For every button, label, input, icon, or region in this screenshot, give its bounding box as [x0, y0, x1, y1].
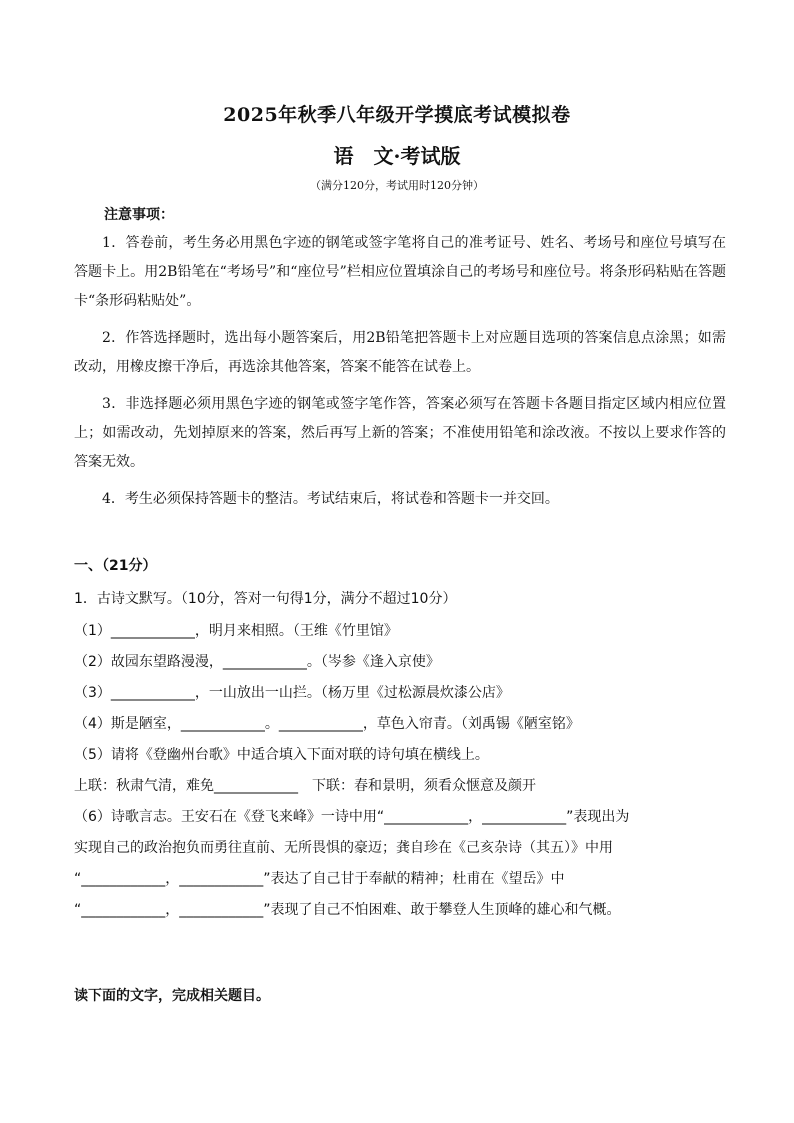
question-line: “____________，____________”表现了自己不怕困难、敢于攀登人生顶峰的雄心和气概。: [74, 902, 621, 918]
page-title: 2025年秋季八年级开学摸底考试模拟卷: [223, 104, 571, 126]
question-line: （1）____________，明月来相照。（王维《竹里馆》: [74, 623, 398, 639]
section-heading: 一、（21分）: [74, 558, 157, 574]
question-line: 实现自己的政治抱负而勇往直前、无所畏惧的豪迈；龚自珍在《己亥杂诗（其五）》中用: [74, 840, 613, 856]
question-line: （6）诗歌言志。王安石在《登飞来峰》一诗中用“____________，____________”表现出为: [74, 809, 630, 825]
question-line: （2）故园东望路漫漫，____________。（岑参《逢入京使》: [74, 654, 440, 670]
notice-item: 4．考生必须保持答题卡的整洁。考试结束后，将试卷和答题卡一并交回。: [102, 491, 559, 507]
exam-note: （满分120分，考试用时120分钟）: [310, 179, 484, 192]
notice-heading: 注意事项：: [104, 207, 174, 223]
question-line: （4）斯是陋室，____________。____________，草色入帘青。（刘禹锡《陋室铭》: [74, 716, 580, 732]
question-line: “____________，____________”表达了自己甘于奉献的精神；杜甫在《望岳》中: [74, 871, 565, 887]
question-line: （3）____________，一山放出一山拦。（杨万里《过松源晨炊漆公店》: [74, 685, 510, 701]
question-line: （5）请将《登幽州台歌》中适合填入下面对联的诗句填在横线上。: [74, 747, 489, 763]
notice-item: 1．答卷前，考生务必用黑色字迹的钢笔或签字笔将自己的准考证号、姓名、考场号和座位号填写在答题卡上。用2B铅笔在“考场号”和“座位号”栏相应位置填涂自己的考场号和座位号。将条形码粘贴在答题卡“条形码粘贴处”。: [74, 235, 726, 309]
notice-item: 2．作答选择题时，选出每小题答案后，用2B铅笔把答题卡上对应题目选项的答案信息点涂黑；如需改动，用橡皮擦干净后，再选涂其他答案，答案不能答在试卷上。: [74, 330, 726, 375]
notice-item: 3．非选择题必须用黑色字迹的钢笔或签字笔作答，答案必须写在答题卡各题目指定区域内相应位置上；如需改动，先划掉原来的答案，然后再写上新的答案；不准使用铅笔和涂改液。不按以上要求作答的答案无效。: [74, 396, 726, 470]
question-line: 1．古诗文默写。（10分，答对一句得1分，满分不超过10分）: [74, 591, 457, 607]
question-line: 上联：秋肃气清，难免____________ 下联：春和景明，须看众惬意及颜开: [74, 778, 536, 794]
notice-list: [74, 229, 726, 522]
reading-heading: 读下面的文字，完成相关题目。: [74, 988, 270, 1004]
page-subtitle: 语 文·考试版: [333, 144, 461, 168]
